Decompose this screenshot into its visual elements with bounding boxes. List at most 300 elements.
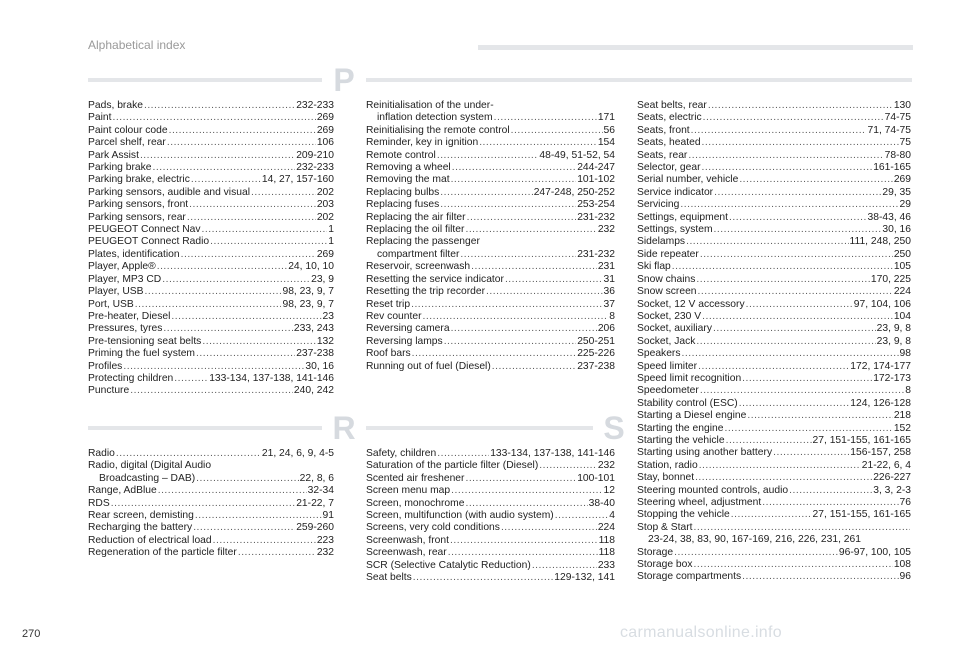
- dot-leader: [680, 199, 898, 211]
- index-entry-pages: 3, 3, 2-3: [873, 484, 911, 496]
- index-entry-term: Reversing lamps: [366, 335, 443, 347]
- dot-leader: [116, 448, 261, 460]
- index-entry-pages: 129-132, 141: [554, 572, 615, 584]
- index-entry-pages: 22, 8, 6: [299, 472, 334, 484]
- index-entry: [88, 547, 334, 559]
- index-entry: [88, 485, 334, 497]
- index-entry-pages: 247-248, 250-252: [533, 186, 615, 198]
- dot-leader: [714, 187, 881, 199]
- dot-leader: [739, 174, 893, 186]
- index-entry: [637, 485, 911, 497]
- dot-leader: [724, 423, 892, 435]
- dot-leader: [196, 348, 295, 360]
- index-entry-pages: 108: [893, 559, 911, 571]
- index-entry-pages: 253-254: [577, 199, 615, 211]
- index-entry-pages: 232-233: [296, 162, 334, 174]
- index-entry-pages: 231-232: [577, 211, 615, 223]
- index-entry-term: Reset trip: [366, 298, 411, 310]
- index-entry-term: Screen menu map: [366, 485, 451, 497]
- index-entry: [637, 100, 911, 112]
- index-entry: [366, 348, 615, 360]
- index-entry-term: Remote control: [366, 149, 436, 161]
- index-entry-subterm: compartment filter: [377, 248, 460, 260]
- dot-leader: [191, 174, 261, 186]
- index-entry-pages: 1: [328, 236, 334, 248]
- dot-leader: [494, 112, 597, 124]
- index-entry: [366, 323, 615, 335]
- index-entry-pages: 98: [899, 348, 911, 360]
- dot-leader: [440, 187, 532, 199]
- index-entry: [366, 498, 615, 510]
- index-entry: [88, 385, 334, 397]
- index-entry-term: Scented air freshener: [366, 472, 465, 484]
- dot-leader: [714, 224, 882, 236]
- index-entry-term: Parking brake: [88, 162, 152, 174]
- index-entry: [366, 150, 615, 162]
- dot-leader: [700, 385, 904, 397]
- index-entry-pages: 132: [316, 335, 334, 347]
- dot-leader: [163, 323, 293, 335]
- index-entry-pages: 233, 243: [293, 323, 334, 335]
- dot-leader: [467, 212, 577, 224]
- index-entry-term: Radio: [88, 448, 115, 459]
- dot-leader: [181, 249, 316, 261]
- index-entry: [366, 212, 615, 224]
- index-entry-term: Regeneration of the particle filter: [88, 547, 237, 559]
- index-entry: [366, 311, 615, 323]
- index-entry-term: Storage box: [637, 559, 693, 571]
- dot-leader: [702, 137, 899, 149]
- dot-leader: [471, 261, 597, 273]
- index-entry-term: Servicing: [637, 199, 680, 211]
- index-entry-term: Socket, 12 V accessory: [637, 298, 745, 310]
- index-entry-pages: 223: [316, 534, 334, 546]
- section-rule-p-left: [88, 78, 322, 82]
- index-entry-pages: 8: [609, 310, 615, 322]
- index-entry-pages: 4: [609, 510, 615, 522]
- index-entry-pages: 21-22, 7: [296, 497, 334, 509]
- index-entry-pages: 111, 248, 250: [849, 236, 911, 248]
- dot-leader: [505, 274, 603, 286]
- index-entry: [366, 510, 615, 522]
- dot-leader: [465, 224, 596, 236]
- index-entry: [637, 323, 911, 335]
- index-entry: [366, 137, 615, 149]
- index-entry: [366, 125, 615, 137]
- index-entry-pages: 244-247: [577, 162, 615, 174]
- index-entry-pages: 269: [316, 124, 334, 136]
- index-entry-term: Park Assist: [88, 149, 139, 161]
- index-entry: [637, 286, 911, 298]
- dot-leader: [672, 261, 893, 273]
- index-entry: [88, 535, 334, 547]
- index-entry-pages: 203: [316, 199, 334, 211]
- dot-leader: [140, 150, 295, 162]
- index-entry: [637, 162, 911, 174]
- section-letter-s: S: [603, 410, 625, 446]
- dot-leader: [145, 286, 282, 298]
- dot-leader: [202, 224, 328, 236]
- index-entry-pages: 75: [899, 137, 911, 149]
- index-entry: [366, 448, 615, 460]
- index-entry-term: Priming the fuel system: [88, 348, 196, 360]
- watermark: carmanualsonline.info: [620, 624, 782, 641]
- index-entry: [637, 447, 911, 459]
- index-entry-term: Starting the engine: [637, 422, 724, 434]
- index-entry-term: Seats, rear: [637, 149, 688, 161]
- index-entry-pages: 224: [597, 522, 615, 534]
- index-entry-term: Seat belts, rear: [637, 100, 707, 111]
- index-entry: [88, 174, 334, 186]
- dot-leader: [169, 125, 316, 137]
- index-column-r-left: [88, 448, 334, 560]
- index-entry-pages: 30, 16: [305, 360, 334, 372]
- dot-leader: [674, 547, 838, 559]
- dot-leader: [465, 498, 587, 510]
- dot-leader: [238, 547, 316, 559]
- index-entry-pages: 202: [316, 186, 334, 198]
- index-entry-term: Speakers: [637, 348, 681, 360]
- index-entry: [366, 560, 615, 572]
- index-entry: [637, 311, 911, 323]
- index-entry: [88, 236, 334, 248]
- header-rule: [478, 45, 913, 50]
- index-entry: [637, 236, 911, 248]
- page-number: 270: [22, 628, 41, 640]
- dot-leader: [739, 398, 850, 410]
- index-entry-pages: 48-49, 51-52, 54: [539, 149, 615, 161]
- index-entry-pages: 206: [597, 323, 615, 335]
- dot-leader: [162, 274, 310, 286]
- index-entry-pages: 202: [316, 211, 334, 223]
- index-column-p-left: [88, 100, 334, 398]
- index-entry: [88, 373, 334, 385]
- dot-leader: [210, 236, 327, 248]
- index-entry-pages: 91: [322, 510, 334, 522]
- index-entry-pages: 172, 174-177: [850, 360, 911, 372]
- dot-leader: [174, 373, 208, 385]
- index-entry-pages: 231: [597, 261, 615, 273]
- index-entry: [366, 522, 615, 534]
- index-entry-pages: 106: [316, 137, 334, 149]
- index-entry-pages: 226-227: [873, 472, 911, 484]
- index-entry-pages: 12: [603, 485, 615, 497]
- dot-leader: [694, 559, 893, 571]
- dot-leader: [189, 199, 316, 211]
- index-entry: [637, 547, 911, 559]
- index-entry-pages: 232: [597, 460, 615, 472]
- index-entry-pages: 100-101: [577, 472, 615, 484]
- index-entry: [88, 224, 334, 236]
- dot-leader: [702, 162, 873, 174]
- index-entry-pages: 21-22, 6, 4: [861, 459, 911, 471]
- index-entry-term: Settings, equipment: [637, 211, 729, 223]
- index-entry: [366, 274, 615, 286]
- index-entry-pages: 218: [893, 410, 911, 422]
- dot-leader: [731, 509, 812, 521]
- index-entry-term: Sidelamps: [637, 236, 686, 248]
- dot-leader: [773, 447, 849, 459]
- index-entry: [88, 150, 334, 162]
- index-entry-pages: 269: [316, 248, 334, 260]
- index-entry: [88, 361, 334, 373]
- index-entry-pages: 172-173: [873, 372, 911, 384]
- dot-leader: [698, 361, 849, 373]
- index-entry: [366, 224, 615, 236]
- dot-leader: [451, 174, 577, 186]
- index-entry-term: Socket, auxiliary: [637, 323, 712, 335]
- index-entry: [637, 435, 911, 447]
- index-entry-term: Saturation of the particle filter (Diesel): [366, 460, 539, 472]
- index-entry-term: RDS: [88, 497, 110, 509]
- index-entry-pages: 32-34: [307, 485, 334, 497]
- index-entry: [88, 112, 334, 124]
- index-column-s-mid: [366, 448, 615, 584]
- index-entry-term: Snow chains: [637, 273, 696, 285]
- index-entry: [637, 571, 911, 583]
- index-entry-term: Reminder, key in ignition: [366, 137, 479, 149]
- index-entry-term: Parking sensors, audible and visual: [88, 186, 250, 198]
- index-entry-pages: 23, 9, 8: [876, 335, 911, 347]
- index-entry-term: Steering mounted controls, audio: [637, 484, 789, 496]
- index-entry-term: Parking sensors, rear: [88, 211, 186, 223]
- index-entry-term: Parking sensors, front: [88, 199, 189, 211]
- index-entry-pages: 232: [316, 547, 334, 559]
- index-entry-pages: 105: [893, 261, 911, 273]
- index-entry-term: Starting using another battery: [637, 447, 773, 459]
- index-entry: [637, 174, 911, 186]
- index-entry-term: Roof bars: [366, 348, 411, 360]
- index-entry-pages: 118: [598, 534, 615, 546]
- index-entry-pages: 23: [322, 310, 334, 322]
- index-entry-term: Screen, multifunction (with audio system): [366, 510, 554, 522]
- index-entry-pages: 130: [893, 100, 911, 111]
- dot-leader: [193, 522, 295, 534]
- index-entry: [637, 187, 911, 199]
- index-entry-term: Screenwash, front: [366, 534, 449, 546]
- dot-leader: [411, 299, 602, 311]
- index-entry-term: SCR (Selective Catalytic Reduction): [366, 559, 531, 571]
- dot-leader: [682, 348, 899, 360]
- dot-leader: [202, 336, 315, 348]
- index-entry-term: Steering wheel, adjustment: [637, 497, 762, 508]
- dot-leader: [153, 162, 296, 174]
- index-entry: [88, 274, 334, 286]
- index-entry-pages: 237-238: [577, 360, 615, 372]
- dot-leader: [111, 498, 295, 510]
- index-entry-term: Plates, identification: [88, 248, 180, 260]
- index-entry-term: Speedometer: [637, 385, 699, 397]
- index-entry-term: Paint: [88, 112, 112, 124]
- dot-leader: [171, 311, 321, 323]
- index-entry-pages: 98, 23, 9, 7: [282, 298, 334, 310]
- index-entry: [88, 162, 334, 174]
- index-entry-term: Reservoir, screenwash: [366, 261, 471, 273]
- index-entry-term: Seats, heated: [637, 137, 701, 149]
- index-entry: [637, 299, 911, 311]
- index-entry: [366, 174, 615, 186]
- index-entry: [88, 348, 334, 360]
- index-entry-term: Replacing the air filter: [366, 211, 466, 223]
- index-entry-term: Side repeater: [637, 248, 699, 260]
- index-entry-term: Radio, digital (Digital Audio: [88, 460, 212, 472]
- index-entry: [366, 336, 615, 348]
- dot-leader: [451, 485, 602, 497]
- index-entry: [366, 261, 615, 273]
- dot-leader: [479, 137, 597, 149]
- index-entry-pages: 71, 74-75: [867, 124, 911, 136]
- index-entry-term: Reinitialising the remote control: [366, 124, 510, 136]
- header-title: Alphabetical index: [88, 38, 186, 52]
- index-entry-term: PEUGEOT Connect Nav: [88, 224, 201, 236]
- index-entry: [366, 187, 615, 199]
- index-entry: [366, 299, 615, 311]
- index-entry-term: Storage compartments: [637, 571, 742, 583]
- index-entry-pages: 14, 27, 157-160: [261, 174, 334, 186]
- index-entry-pages: 78-80: [884, 149, 911, 161]
- index-entry: [366, 236, 615, 261]
- index-entry-pages: 29, 35: [882, 186, 911, 198]
- index-entry: [88, 311, 334, 323]
- index-entry-term: Protecting children: [88, 372, 174, 384]
- index-entry-pages: 74-75: [884, 112, 911, 124]
- index-entry: [366, 485, 615, 497]
- dot-leader: [686, 236, 848, 248]
- index-entry: [88, 522, 334, 534]
- index-entry-term: Starting the vehicle: [637, 434, 725, 446]
- index-entry-pages: 152: [893, 422, 911, 434]
- index-entry-term: Parcel shelf, rear: [88, 137, 166, 149]
- dot-leader: [688, 150, 883, 162]
- dot-leader: [696, 336, 875, 348]
- index-entry-pages: 21, 24, 6, 9, 4-5: [261, 448, 334, 459]
- index-entry-pages: 232-233: [296, 100, 334, 111]
- index-entry-term: Removing a wheel: [366, 162, 451, 174]
- index-entry-subterm: Broadcasting – DAB): [99, 472, 196, 484]
- index-entry-pages: 23, 9, 8: [876, 323, 911, 335]
- dot-leader: [451, 323, 597, 335]
- index-entry-term: Storage: [637, 546, 674, 558]
- index-entry: [637, 125, 911, 137]
- dot-leader: [747, 410, 892, 422]
- dot-leader: [696, 274, 870, 286]
- index-entry-term: Stability control (ESC): [637, 397, 738, 409]
- index-entry: [637, 249, 911, 261]
- index-entry-pages: 133-134, 137-138, 141-146: [490, 448, 615, 459]
- index-entry-term: Seats, electric: [637, 112, 702, 124]
- index-entry-pages: 96-97, 100, 105: [838, 546, 911, 558]
- dot-leader: [700, 249, 893, 261]
- index-entry: [88, 460, 334, 485]
- index-entry-pages: 38-40: [588, 497, 615, 509]
- dot-leader: [699, 460, 861, 472]
- dot-leader: [703, 112, 884, 124]
- index-entry-subterm: inflation detection system: [377, 112, 493, 124]
- index-entry: [88, 100, 334, 112]
- index-entry: [88, 336, 334, 348]
- dot-leader: [695, 472, 872, 484]
- index-entry-term: Replacing bulbs: [366, 186, 440, 198]
- index-entry: [637, 137, 911, 149]
- index-entry-term: Settings, system: [637, 224, 713, 236]
- index-entry-term: Paint colour code: [88, 124, 168, 136]
- index-entry-term: Stay, bonnet: [637, 472, 695, 484]
- index-entry-pages: 118: [598, 547, 615, 559]
- index-entry-term: Socket, 230 V: [637, 310, 702, 322]
- dot-leader: [423, 311, 609, 323]
- index-entry-pages: 104: [893, 310, 911, 322]
- index-entry: [366, 286, 615, 298]
- index-entry-term: Recharging the battery: [88, 522, 193, 534]
- dot-leader: [555, 510, 609, 522]
- index-entry-pages: 232: [597, 224, 615, 236]
- dot-leader: [444, 336, 577, 348]
- dot-leader: [135, 299, 282, 311]
- index-entry: [88, 323, 334, 335]
- index-entry-pages: 224: [893, 286, 911, 298]
- dot-leader: [539, 460, 597, 472]
- dot-leader: [196, 473, 298, 485]
- index-entry-term: Reversing camera: [366, 323, 450, 335]
- index-entry-term: Replacing the oil filter: [366, 224, 465, 236]
- index-entry-term: Selector, gear: [637, 162, 701, 174]
- index-entry: [88, 212, 334, 224]
- index-entry-term: Starting a Diesel engine: [637, 410, 747, 422]
- index-entry-pages: 30, 16: [882, 224, 911, 236]
- index-entry-pages: 156-157, 258: [850, 447, 911, 459]
- index-entry-pages: 1: [328, 224, 334, 236]
- dot-leader: [158, 485, 307, 497]
- dot-leader: [157, 261, 287, 273]
- index-entry-term: Removing the mat: [366, 174, 450, 186]
- index-entry-pages: 98, 23, 9, 7: [282, 286, 334, 298]
- index-entry-pages: 171: [597, 112, 615, 124]
- dot-leader: [251, 187, 316, 199]
- index-entry: [637, 348, 911, 360]
- index-entry-term: Pre-heater, Diesel: [88, 310, 171, 322]
- dot-leader: [213, 535, 316, 547]
- index-entry-pages: 31: [603, 273, 615, 285]
- index-entry: [637, 398, 911, 410]
- index-entry: [366, 572, 615, 584]
- index-entry: [637, 472, 911, 484]
- dot-leader: [694, 522, 910, 534]
- section-rule-r-left: [88, 426, 322, 430]
- index-entry: [637, 199, 911, 211]
- index-entry: [637, 410, 911, 422]
- index-entry: [637, 522, 911, 547]
- index-entry: [637, 361, 911, 373]
- index-entry: [88, 286, 334, 298]
- index-entry: [637, 336, 911, 348]
- dot-leader: [437, 150, 539, 162]
- dot-leader: [448, 547, 598, 559]
- dot-leader: [195, 510, 322, 522]
- index-entry-term: Snow screen: [637, 286, 697, 298]
- index-entry-term: Replacing fuses: [366, 199, 440, 211]
- index-entry-term: Player, MP3 CD: [88, 273, 162, 285]
- dot-leader: [412, 348, 577, 360]
- index-entry-term: Seats, front: [637, 124, 690, 136]
- index-entry-pages: 209-210: [296, 149, 334, 161]
- section-rule-p-right: [366, 78, 912, 82]
- index-entry-term: Pressures, tyres: [88, 323, 163, 335]
- dot-leader: [789, 485, 872, 497]
- dot-leader: [452, 162, 576, 174]
- section-letter-p: P: [333, 62, 355, 98]
- index-entry: [366, 100, 615, 125]
- index-entry-pages: 231-232: [577, 248, 615, 260]
